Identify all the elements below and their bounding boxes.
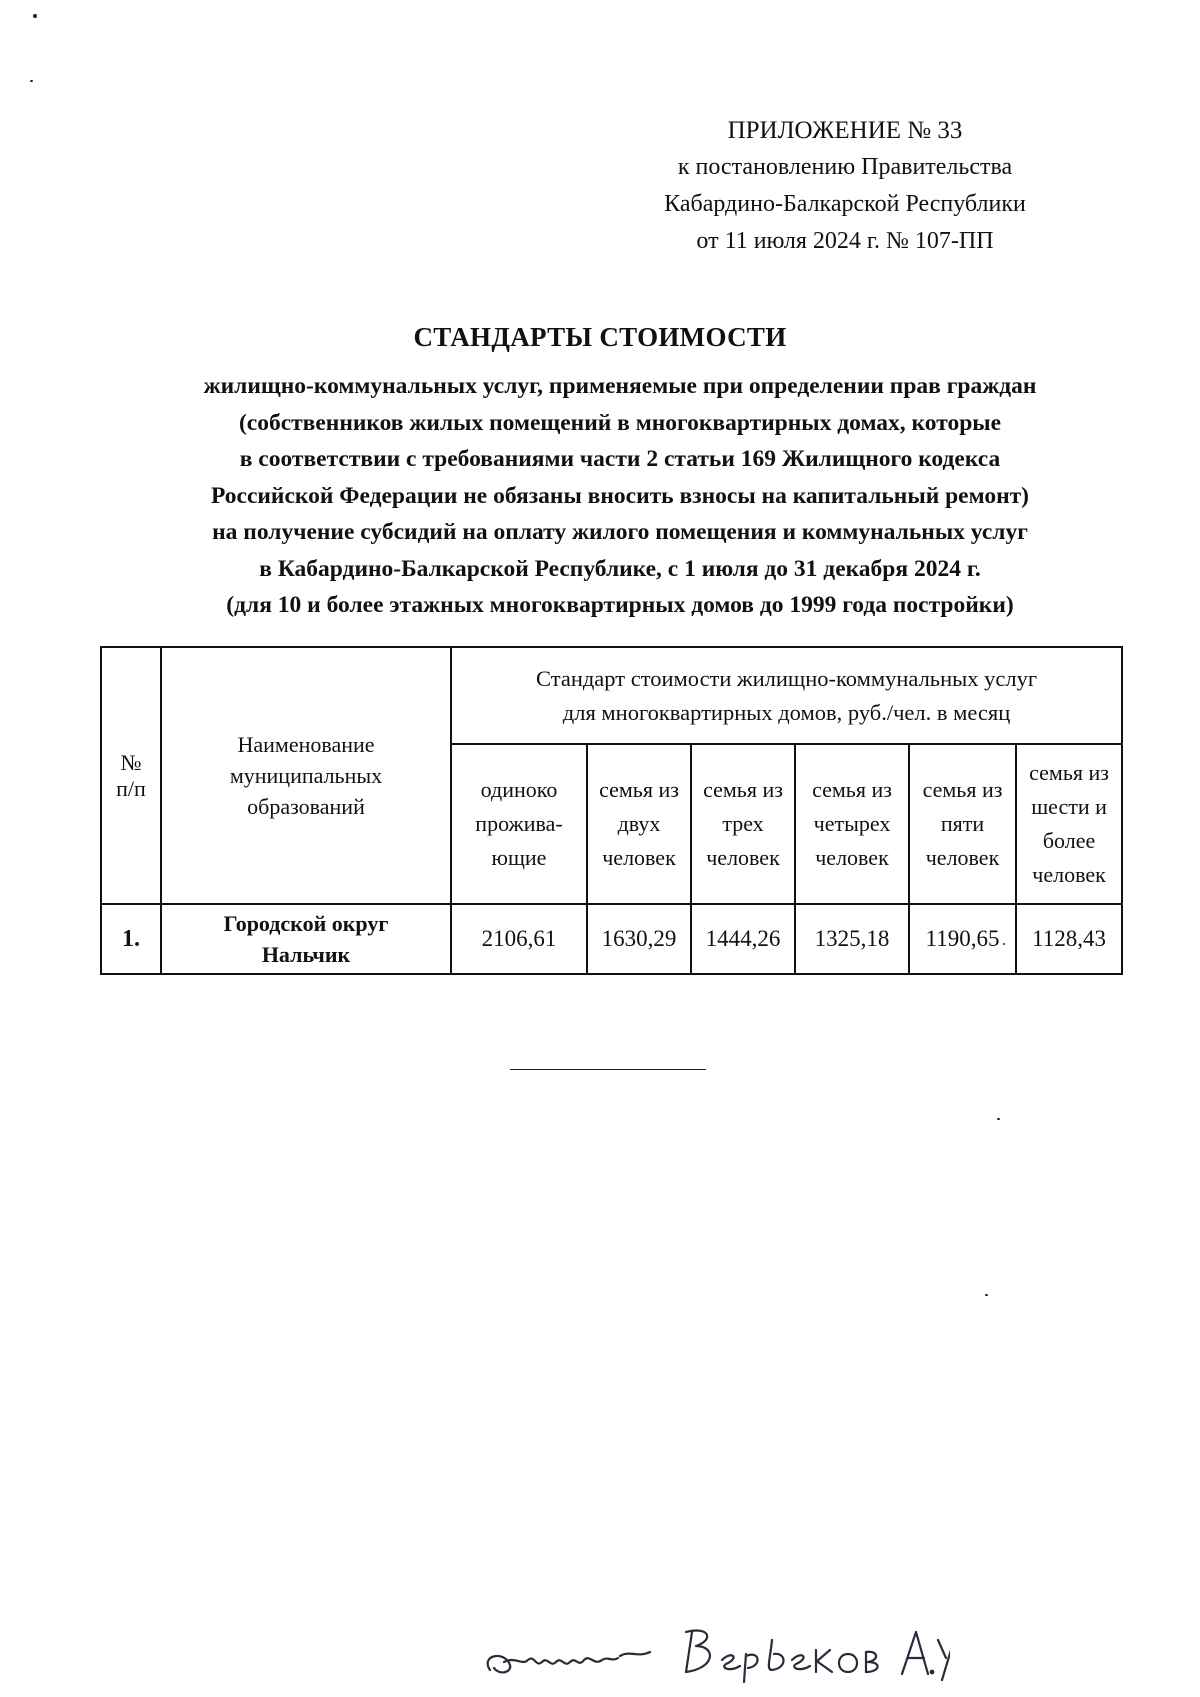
subtitle-line: в соответствии с требованиями части 2 статьи 169 Жилищного кодекса bbox=[239, 446, 1001, 472]
header-line: прожива- bbox=[475, 811, 563, 836]
value-family-three: 1444,26 bbox=[691, 904, 795, 974]
header-line: семья из bbox=[703, 777, 783, 802]
header-line: семья из bbox=[1029, 760, 1109, 785]
header-line: человек bbox=[815, 845, 889, 870]
subtitle-line: (для 10 и более этажных многоквартирных домов до 1999 года постройки) bbox=[226, 592, 1014, 618]
municipality-line: Нальчик bbox=[261, 942, 351, 967]
header-line: трех bbox=[722, 811, 764, 836]
document-subtitle bbox=[100, 368, 1140, 624]
header-number bbox=[101, 647, 161, 904]
header-group-line: для многоквартирных домов, руб./чел. в месяц bbox=[562, 699, 1011, 725]
appendix-number: ПРИЛОЖЕНИЕ № 33 bbox=[727, 117, 963, 144]
value-family-five: 1190,65 bbox=[909, 904, 1016, 974]
header-line: шести и bbox=[1031, 794, 1107, 819]
header-family-three bbox=[691, 744, 795, 904]
header-family-six-plus bbox=[1016, 744, 1122, 904]
header-line: семья из bbox=[812, 777, 892, 802]
header-line: одиноко bbox=[480, 777, 558, 802]
header-municipality-line: Наименование bbox=[237, 732, 375, 757]
header-number-line: № bbox=[120, 749, 142, 775]
document-title: СТАНДАРТЫ СТОИМОСТИ bbox=[413, 322, 787, 352]
header-line: четырех bbox=[813, 811, 891, 836]
subtitle-line: на получение субсидий на оплату жилого помещения и коммунальных услуг bbox=[212, 519, 1028, 545]
header-group-line: Стандарт стоимости жилищно-коммунальных услуг bbox=[536, 665, 1038, 691]
row-municipality bbox=[161, 904, 451, 974]
header-family-four bbox=[795, 744, 909, 904]
appendix-date: от 11 июля 2024 г. № 107-ПП bbox=[696, 228, 994, 254]
header-line: семья из bbox=[599, 777, 679, 802]
header-family-two bbox=[587, 744, 691, 904]
header-municipality-line: образований bbox=[247, 794, 365, 819]
header-line: человек bbox=[602, 845, 676, 870]
value-family-four: 1325,18 bbox=[795, 904, 909, 974]
cost-standards-table bbox=[100, 646, 1123, 975]
scan-speck bbox=[997, 1118, 1000, 1120]
header-line: человек bbox=[1032, 862, 1106, 887]
scan-speck bbox=[33, 14, 37, 18]
header-line: более bbox=[1042, 828, 1096, 853]
value-single: 2106,61 bbox=[451, 904, 587, 974]
subtitle-line: (собственников жилых помещений в многоквартирных домах, которые bbox=[238, 409, 1002, 436]
subtitle-line: в Кабардино-Балкарской Республике, с 1 июля до 31 декабря 2024 г. bbox=[259, 555, 981, 582]
appendix-government: Кабардино-Балкарской Республики bbox=[664, 191, 1026, 217]
header-line: семья из bbox=[922, 777, 1003, 802]
table-row bbox=[101, 904, 1122, 974]
scan-speck bbox=[1003, 943, 1005, 945]
municipality-line: Городской округ bbox=[223, 911, 389, 936]
scan-speck bbox=[30, 80, 33, 82]
appendix-block bbox=[590, 112, 1100, 260]
header-number-line: п/п bbox=[116, 775, 146, 801]
value-family-two: 1630,29 bbox=[587, 904, 691, 974]
subtitle-line: жилищно-коммунальных услуг, применяемые при определении прав граждан bbox=[203, 373, 1037, 399]
header-line: двух bbox=[617, 811, 661, 836]
end-divider bbox=[510, 1069, 706, 1070]
header-line: ющие bbox=[491, 845, 547, 870]
header-family-five bbox=[909, 744, 1016, 904]
handwritten-signature bbox=[470, 1610, 950, 1690]
header-standard-group bbox=[451, 647, 1122, 744]
header-line: человек bbox=[925, 845, 1000, 870]
header-line: человек bbox=[706, 845, 780, 870]
signature-image bbox=[470, 1610, 950, 1690]
row-number: 1. bbox=[101, 904, 161, 974]
header-municipality bbox=[161, 647, 451, 904]
value-family-six-plus: 1128,43 bbox=[1016, 904, 1122, 974]
header-municipality-line: муниципальных bbox=[229, 763, 383, 788]
scan-speck bbox=[985, 1294, 988, 1296]
header-line: пяти bbox=[940, 811, 985, 836]
header-single bbox=[451, 744, 587, 904]
subtitle-line: Российской Федерации не обязаны вносить взносы на капитальный ремонт) bbox=[211, 482, 1029, 509]
appendix-decree: к постановлению Правительства bbox=[677, 154, 1013, 180]
